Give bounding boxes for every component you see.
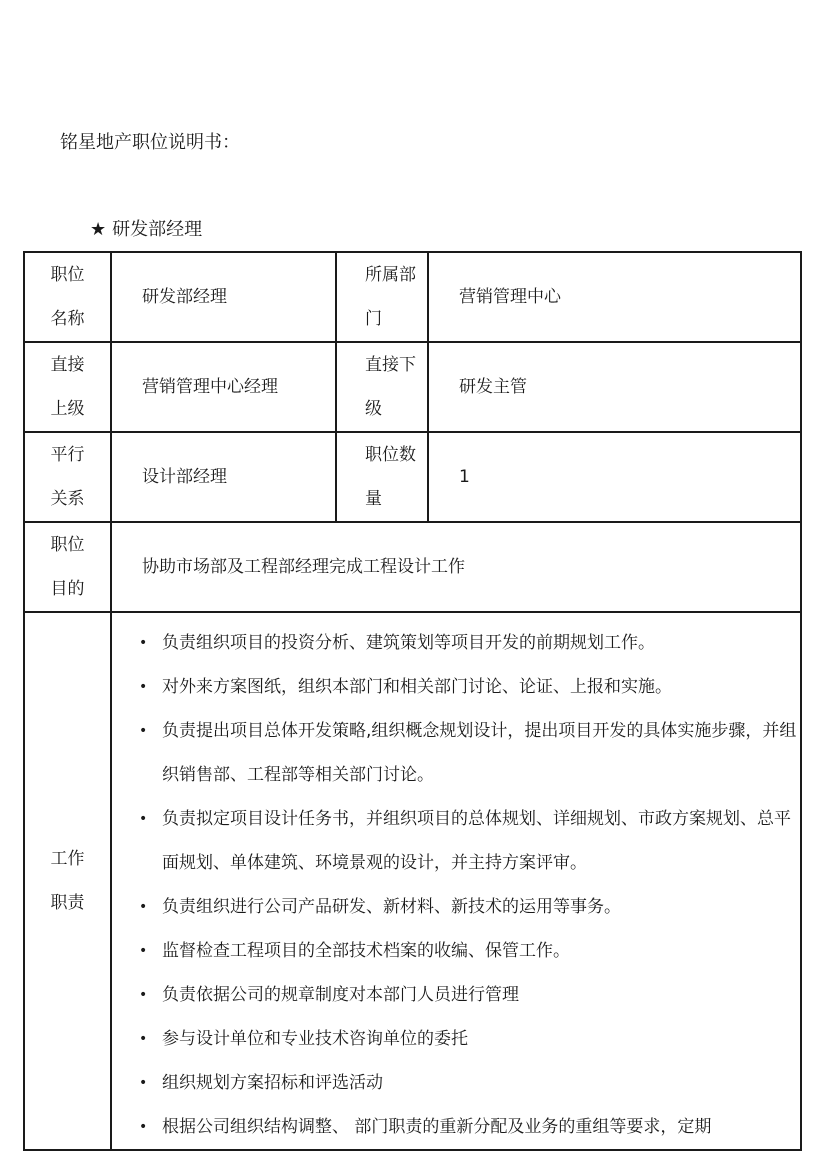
table-row-duties — [24, 612, 801, 1150]
table-row-title — [24, 252, 801, 342]
superior-label: 直接上级 — [50, 355, 85, 419]
job-title-label-cell — [24, 252, 111, 342]
table-row-parallel — [24, 432, 801, 522]
duties-label-cell — [24, 612, 111, 1150]
parallel-label-cell — [24, 432, 111, 522]
section-heading-text: 研发部经理 — [112, 219, 203, 240]
department-value: 营销管理中心 — [428, 252, 801, 342]
headcount-label: 职位数量 — [365, 445, 416, 509]
department-label-cell — [336, 252, 428, 342]
duties-list — [112, 621, 800, 1149]
parallel-label: 平行关系 — [50, 445, 85, 509]
purpose-value: 协助市场部及工程部经理完成工程设计工作 — [111, 522, 801, 612]
duty-item: • 负责提出项目总体开发策略,组织概念规划设计，提出项目开发的具体实施步骤，并组织销售部、工程部等相关部门讨论。 — [112, 709, 800, 797]
duties-label: 工作职责 — [50, 849, 85, 913]
duty-item: • 负责组织进行公司产品研发、新材料、新技术的运用等事务。 — [112, 885, 800, 929]
duty-item: • 参与设计单位和专业技术咨询单位的委托 — [112, 1017, 800, 1061]
section-heading — [90, 218, 202, 242]
department-label: 所属部门 — [365, 265, 416, 329]
job-title-value: 研发部经理 — [111, 252, 336, 342]
superior-label-cell — [24, 342, 111, 432]
duty-item: • 组织规划方案招标和评选活动 — [112, 1061, 800, 1105]
star-icon: ★ — [90, 219, 107, 240]
duty-item: • 根据公司组织结构调整、 部门职责的重新分配及业务的重组等要求，定期 — [112, 1105, 800, 1149]
subordinate-value: 研发主管 — [428, 342, 801, 432]
purpose-label: 职位目的 — [50, 535, 85, 599]
duty-item: • 负责拟定项目设计任务书，并组织项目的总体规划、详细规划、市政方案规划、总平面规划、单体建筑、环境景观的设计，并主持方案评审。 — [112, 797, 800, 885]
document-title: 铭星地产职位说明书： — [60, 132, 240, 153]
duty-item: • 监督检查工程项目的全部技术档案的收编、保管工作。 — [112, 929, 800, 973]
headcount-label-cell — [336, 432, 428, 522]
table-row-purpose — [24, 522, 801, 612]
job-title-label: 职位名称 — [50, 265, 85, 329]
subordinate-label: 直接下级 — [365, 355, 416, 419]
superior-value: 营销管理中心经理 — [111, 342, 336, 432]
table-row-superior — [24, 342, 801, 432]
parallel-value: 设计部经理 — [111, 432, 336, 522]
duties-cell — [111, 612, 801, 1150]
headcount-value: 1 — [428, 432, 801, 522]
duty-item: • 负责组织项目的投资分析、建筑策划等项目开发的前期规划工作。 — [112, 621, 800, 665]
duty-item: • 对外来方案图纸，组织本部门和相关部门讨论、论证、上报和实施。 — [112, 665, 800, 709]
purpose-label-cell — [24, 522, 111, 612]
subordinate-label-cell — [336, 342, 428, 432]
duty-item: • 负责依据公司的规章制度对本部门人员进行管理 — [112, 973, 800, 1017]
job-description-table — [23, 251, 802, 1151]
